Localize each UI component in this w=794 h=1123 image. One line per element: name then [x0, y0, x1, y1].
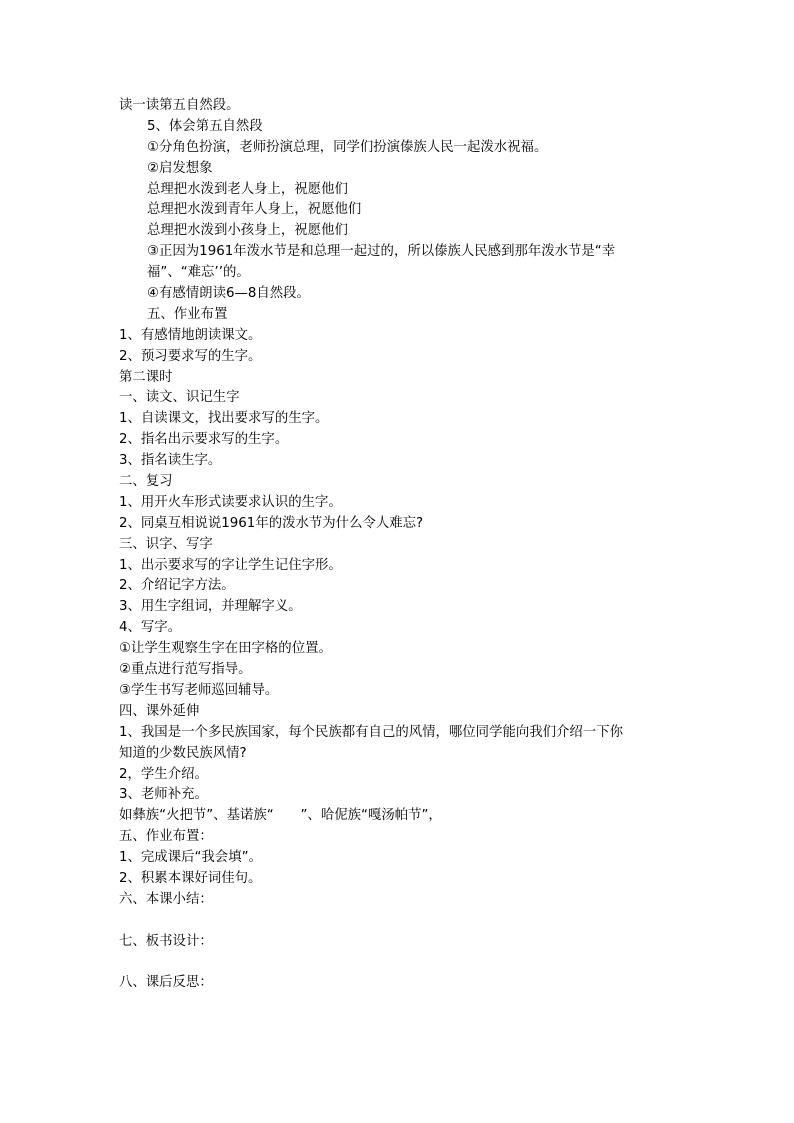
section-heading: 七、板书设计：	[119, 933, 213, 949]
text-line: 知道的少数民族风情?	[119, 745, 247, 761]
text-line: 2，学生介绍。	[119, 766, 208, 782]
text-line: 1、我国是一个多民族国家，每个民族都有自己的风情，哪位同学能向我们介绍一下你	[119, 724, 623, 740]
text-line: ④有感情朗读6—8自然段。	[147, 286, 310, 302]
text-line: 2、积累本课好词佳句。	[119, 870, 262, 886]
text-line: 总理把水泼到老人身上，祝愿他们	[147, 181, 348, 197]
text-line: ②启发想象	[147, 160, 213, 176]
text-line: 读一读第五自然段。	[119, 98, 240, 113]
blank-line	[119, 953, 679, 974]
section-heading: 二、复习	[119, 474, 173, 490]
text-line: 总理把水泼到小孩身上，祝愿他们	[147, 223, 348, 239]
lesson-heading: 第二课时	[119, 369, 173, 385]
text-line: 1、自读课文，找出要求写的生字。	[119, 411, 329, 427]
blank-line	[119, 911, 679, 932]
section-heading: 四、课外延伸	[119, 703, 200, 719]
text-line: 总理把水泼到青年人身上，祝愿他们	[147, 202, 362, 218]
section-heading: 三、识字、写字	[119, 536, 213, 552]
text-line: 5、体会第五自然段	[147, 118, 263, 134]
section-heading: 五、作业布置	[147, 306, 228, 322]
text-line: 1、有感情地朗读课文。	[119, 327, 262, 343]
section-heading: 八、课后反思：	[119, 975, 213, 991]
text-line: ③正因为1961年泼水节是和总理一起过的，所以傣族人民感到那年泼水节是“幸	[147, 244, 616, 260]
text-line: ②重点进行范写指导。	[119, 662, 252, 678]
section-heading: 一、读文、识记生字	[119, 390, 240, 406]
text-line: 3、老师补充。	[119, 787, 208, 803]
text-line: 3、指名读生字。	[119, 453, 222, 469]
text-line: 2、同桌互相说说1961年的泼水节为什么令人难忘?	[119, 515, 424, 531]
text-line: 2、预习要求写的生字。	[119, 348, 262, 364]
text-line: ①分角色扮演，老师扮演总理，同学们扮演傣族人民一起泼水祝福。	[147, 139, 548, 155]
section-heading: 六、本课小结：	[119, 891, 213, 907]
text-line: 3、用生字组词，并理解字义。	[119, 599, 302, 615]
section-heading: 五、作业布置：	[119, 829, 213, 845]
text-line: 福”、“难忘’’的。	[147, 265, 250, 281]
text-line: 1、用开火车形式读要求认识的生字。	[119, 494, 342, 510]
text-line: ③学生书写老师巡回辅导。	[119, 682, 279, 698]
text-line: 如彝族“火把节”、基诺族“ ”、哈伲族“嘎汤帕节”，	[119, 808, 442, 824]
text-line: 4、写字。	[119, 620, 182, 636]
text-line: 1、完成课后“我会填”。	[119, 850, 262, 866]
document-body	[119, 96, 679, 994]
text-line: 2、指名出示要求写的生字。	[119, 432, 289, 448]
text-line: 1、出示要求写的字让学生记住字形。	[119, 557, 342, 573]
text-line: ①让学生观察生字在田字格的位置。	[119, 641, 332, 657]
text-line: 2、介绍记字方法。	[119, 578, 235, 594]
